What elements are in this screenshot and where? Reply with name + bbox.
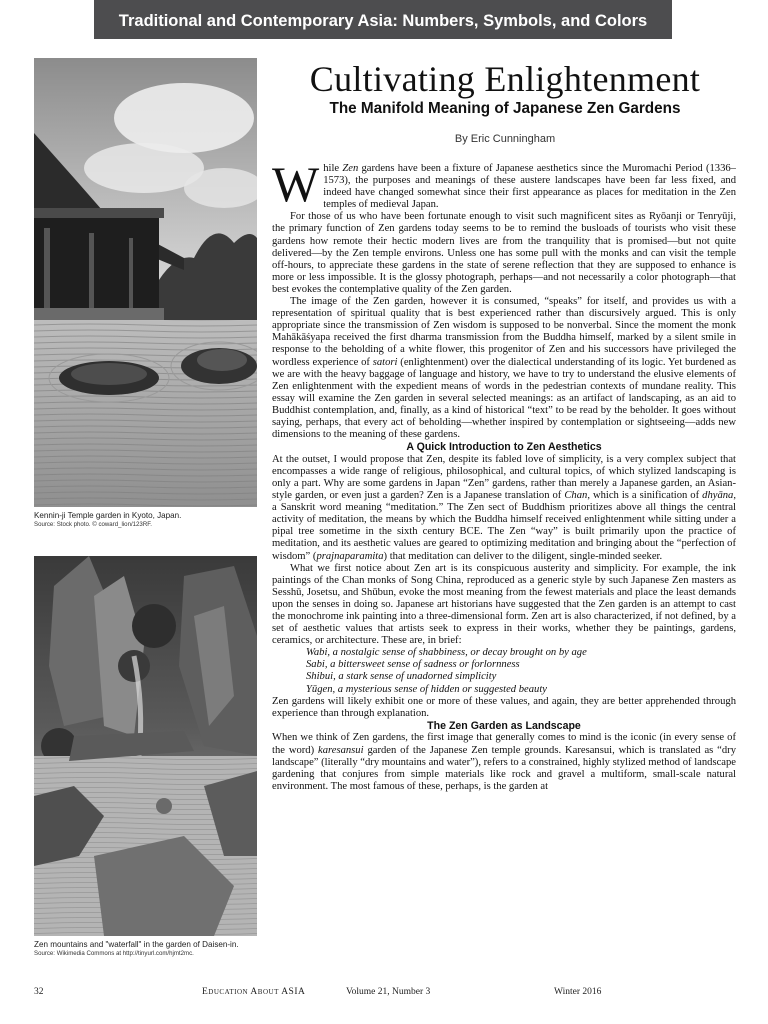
text-run: , which is a sinification of (587, 490, 703, 502)
emphasis: dhyāna (702, 490, 734, 502)
emphasis: satori (372, 356, 398, 368)
value-item: Sabi, a bittersweet sense of sadness or forlornness (306, 659, 520, 671)
emphasis: prajnaparamita (316, 550, 384, 562)
emphasis: Zen (342, 163, 359, 174)
drop-cap: W (272, 156, 320, 212)
photo1-caption-source: Source: Stock photo. © coward_lion/123RF. (34, 521, 152, 528)
text-run: The image of the Zen garden, however it is consumed, “speaks” for itself, and provides us with a representation of spiritual quality that is best experienced rather than discursively argued. This is only appropriate since the transmission of Zen wisdom is supposed to be nonverbal. Since the moment the monk Mahākāśyapa received the first dharma transmission from the Buddha himself, marked by a silent smile in response to the beholding of a white flower, this progenitor of Zen and his successors have privileged the wordless experience of (272, 296, 736, 368)
page-footer (34, 985, 738, 999)
text-run: hile (323, 163, 343, 174)
paragraph-2: For those of us who have been fortunate enough to visit such magnificent sites as Ryōanji or Tenryūji, the primary function of Zen gardens today seems to be to remind the busloads of tourists who visit these gardens how remote their hectic modern lives are from the tranquility that is promised—but not quite delivered—by the Zen temple environs. Unless one has some pull with the monks and can visit the temple off-hours, to appreciate these gardens in the state of serene reflection that they are supposed to enhance is more or less impossible. It is the glossy photograph, perhaps—and not necessarily a color photograph—that best evokes the contemplative quality of the Zen garden. (272, 211, 736, 295)
article-body (272, 156, 736, 793)
page-number: 32 (34, 987, 44, 997)
text-run: (enlightenment) over the dialectical understanding of its logic. Yet burdened as we are with the heavy baggage of language and history, we have to try to understand the elusive elements of Zen enlightenment with the expedient means of words in the pedestrian contexts of mundane reality. This essay will examine the Zen garden in several selected meanings: as an artifact of landscaping, as an aid to Buddhist contemplation, and, finally, as a kind of historical “text” to be read by the beholder. It goes without saying, perhaps, that every act of beholding—whether inspired by contemplation or sightseeing—adds new dimensions to the meaning of these gardens. (272, 356, 736, 441)
value-item: Yūgen, a mysterious sense of hidden or suggested beauty (306, 683, 547, 695)
article-subtitle: The Manifold Meaning of Japanese Zen Gardens (329, 100, 681, 117)
photo2-caption-source: Source: Wikimedia Commons at http://tinyurl.com/hjmt2mc. (34, 950, 194, 957)
emphasis: Chan (564, 490, 588, 502)
emphasis: karesansui (318, 744, 364, 756)
photo2-caption (34, 940, 260, 958)
text-run: gardens have been a fixture of Japanese aesthetics since the Muromachi Period (1336–1573), the purposes and meanings of these austere landscapes have been far less fixed, and indeed have changed somewhat since their first appearance as places for meditation in the Zen temples of medieval Japan. (323, 163, 736, 211)
paragraph-1 (272, 156, 736, 212)
section-heading-zen-aesthetics: A Quick Introduction to Zen Aesthetics (406, 441, 602, 454)
article-byline: By Eric Cunningham (454, 133, 556, 145)
aesthetic-values-list (272, 647, 736, 695)
series-banner: Traditional and Contemporary Asia: Numbers, Symbols, and Colors (94, 0, 672, 39)
kenninji-garden-photo (34, 58, 257, 507)
paragraph-7 (272, 732, 736, 792)
photo1-caption-text: Kennin-ji Temple garden in Kyoto, Japan. (34, 511, 182, 520)
paragraph-3 (272, 296, 736, 441)
text-run: When we think of Zen gardens, the first image that generally comes to mind is the iconic (in every sense of the word) (272, 732, 736, 756)
daisenin-garden-photo (34, 556, 257, 936)
issue-season: Winter 2016 (554, 987, 602, 997)
volume-number: Volume 21, Number 3 (346, 987, 431, 997)
text-run: At the outset, I would propose that Zen, despite its fabled love of simplicity, is a very complex subject that encompasses a wide range of religious, philosophical, and cultural topics, of which stylized landscaping is only a part. Why are some gardens in Japan “Zen” gardens, rather than merely a Japanese garden, an Asian-style garden, or even just a garden? Zen is a Japanese translation of (272, 453, 736, 502)
photo2-caption-text: Zen mountains and "waterfall" in the garden of Daisen-in. (34, 940, 239, 949)
paragraph-4 (272, 454, 736, 563)
text-run: ) that meditation can deliver to the diligent, single-minded seeker. (383, 550, 663, 562)
text-run: garden of the Japanese Zen temple grounds. Karesansui, which is translated as “dry landscape” (literally “dry mountains and water”), refers to a constrained, highly stylized method of landscape gardening that conjures from simple materials like rock and gravel a multiform, small-scale natural environment. The most famous of these, perhaps, is the garden at (272, 744, 736, 792)
section-heading-zen-landscape: The Zen Garden as Landscape (427, 719, 581, 732)
paragraph-6: Zen gardens will likely exhibit one or more of these values, and again, they are better apprehended through experience than through explanation. (272, 695, 736, 719)
publication-name: Education About ASIA (202, 987, 306, 997)
paragraph-5: What we first notice about Zen art is its conspicuous austerity and simplicity. For example, the ink paintings of the Chan monks of Song China, reproduced as a generic style by such Japanese Zen masters as Sesshū, Josetsu, and Shūbun, evoke the most meaning from the fewest materials and place the least demands upon the senses in doing so. Japanese art historians have suggested that the Zen garden is an attempt to cast the monochrome ink painting into a three-dimensional form. Zen art is also characterized, if not defined, by a set of aesthetic values that artists seek to express in their works, whether they be paintings, gardens, ceramics, or architecture. These are, in brief: (272, 562, 736, 647)
value-item: Wabi, a nostalgic sense of shabbiness, or decay brought on by age (306, 647, 587, 659)
text-run: , a Sanskrit word meaning “meditation.” The Zen sect of Buddhism prioritizes above all things the central activity of meditation, the means by which the Buddha himself received enlightenment while sitting under a pipal tree sometime in the sixth century BCE. The Zen “way” is built primarily upon the practice of meditation, and its aesthetic values are geared to optimizing meditation and bringing about the “perfection of wisdom” ( (272, 490, 736, 562)
photo1-caption (34, 511, 260, 529)
article-title: Cultivating Enlightenment (309, 59, 701, 99)
value-item: Shibui, a stark sense of unadorned simplicity (306, 671, 497, 683)
